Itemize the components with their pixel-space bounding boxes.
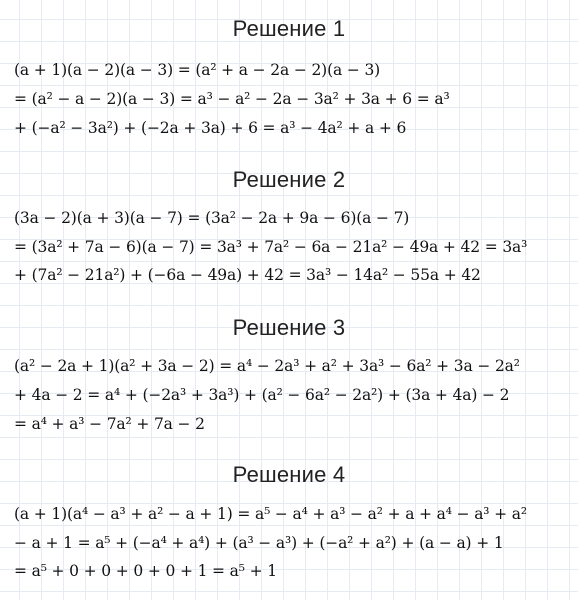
solution-4-line-3: = a⁵ + 0 + 0 + 0 + 0 + 1 = a⁵ + 1 (14, 562, 277, 580)
solution-2-line-1: (3a − 2)(a + 3)(a − 7) = (3a² − 2a + 9a − 6)(a − 7) (14, 209, 410, 227)
solution-3-title: Решение 3 (232, 315, 346, 340)
solution-2-line-3: + (7a² − 21a²) + (−6a − 49a) + 42 = 3a³ − 14a² − 55a + 42 (14, 266, 481, 284)
solution-4-line-1: (a + 1)(a⁴ − a³ + a² − a + 1) = a⁵ − a⁴ + a³ − a² + a + a⁴ − a³ + a² (14, 505, 527, 523)
solution-2-title: Решение 2 (232, 167, 346, 192)
solution-1-title: Решение 1 (232, 16, 346, 41)
solution-1-line-1: (a + 1)(a − 2)(a − 3) = (a² + a − 2a − 2)(a − 3) (14, 61, 381, 79)
solution-1-line-2: = (a² − a − 2)(a − 3) = a³ − a² − 2a − 3a² + 3a + 6 = a³ (14, 90, 450, 108)
solution-4-title: Решение 4 (232, 462, 346, 487)
solution-4-line-2: − a + 1 = a⁵ + (−a⁴ + a⁴) + (a³ − a³) + (−a² + a²) + (a − a) + 1 (14, 534, 504, 552)
solution-2-line-2: = (3a² + 7a − 6)(a − 7) = 3a³ + 7a² − 6a − 21a² − 49a + 42 = 3a³ (14, 238, 528, 256)
solution-1-line-3: + (−a² − 3a²) + (−2a + 3a) + 6 = a³ − 4a² + a + 6 (14, 119, 407, 137)
solution-3-line-1: (a² − 2a + 1)(a² + 3a − 2) = a⁴ − 2a³ + a² + 3a³ − 6a² + 3a − 2a² (14, 357, 520, 375)
solution-3-line-2: + 4a − 2 = a⁴ + (−2a³ + 3a³) + (a² − 6a² − 2a²) + (3a + 4a) − 2 (14, 386, 510, 404)
solution-3-line-3: = a⁴ + a³ − 7a² + 7a − 2 (14, 415, 205, 433)
